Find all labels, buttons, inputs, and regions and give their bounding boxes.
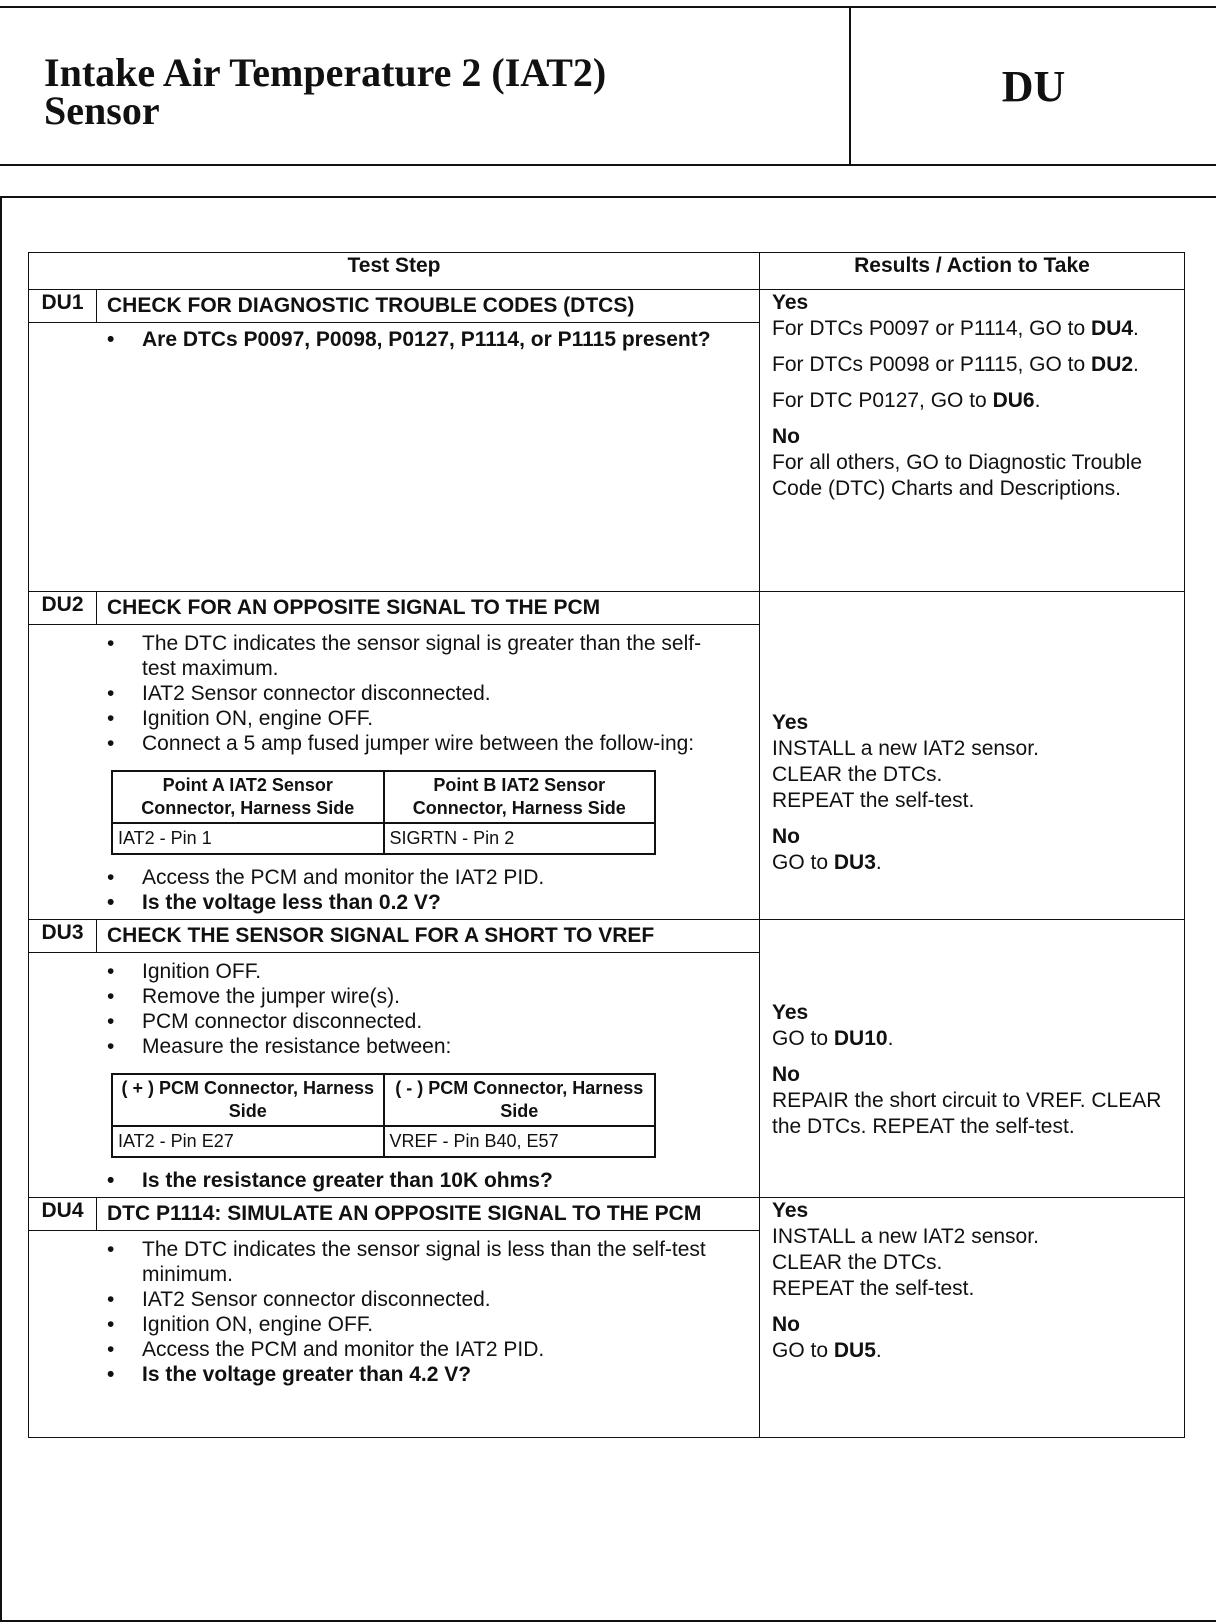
point-a-value: IAT2 - Pin 1	[112, 823, 384, 854]
list-item: • The DTC indicates the sensor signal is greater than the self-test maximum.	[107, 631, 729, 681]
step-title: CHECK FOR AN OPPOSITE SIGNAL TO THE PCM	[97, 592, 760, 625]
step-results: Yes For DTCs P0097 or P1114, GO to DU4. For DTCs P0098 or P1115, GO to DU2. For DTC P0127, GO to DU6. No For all others, GO to Diagnostic Trouble Code (DTC) Charts and Descriptions.	[760, 290, 1185, 592]
step-body	[29, 953, 760, 1198]
point-a-header: Point A IAT2 Sensor Connector, Harness Side	[112, 771, 384, 823]
list-item: • IAT2 Sensor connector disconnected.	[107, 681, 729, 706]
step-title-row	[29, 1198, 1185, 1231]
list-item: • Is the voltage greater than 4.2 V?	[107, 1362, 729, 1387]
step-title-row	[29, 290, 1185, 323]
page-header	[0, 6, 1216, 166]
list-item: • Are DTCs P0097, P0098, P0127, P1114, or P1115 present?	[107, 327, 729, 352]
step-title-row	[29, 920, 1185, 953]
step-body	[29, 323, 760, 592]
negative-connector-value: VREF - Pin B40, E57	[384, 1126, 656, 1157]
step-code: DU1	[29, 290, 97, 323]
list-item: • IAT2 Sensor connector disconnected.	[107, 1287, 729, 1312]
step-results: Yes GO to DU10. No REPAIR the short circuit to VREF. CLEAR the DTCs. REPEAT the self-test.	[760, 920, 1185, 1198]
step-title: CHECK THE SENSOR SIGNAL FOR A SHORT TO VREF	[97, 920, 760, 953]
list-item: • Access the PCM and monitor the IAT2 PID.	[107, 865, 729, 890]
step-title: CHECK FOR DIAGNOSTIC TROUBLE CODES (DTCS)	[97, 290, 760, 323]
step-title: DTC P1114: SIMULATE AN OPPOSITE SIGNAL TO THE PCM	[97, 1198, 760, 1231]
step-code: DU4	[29, 1198, 97, 1231]
resistance-table	[111, 1073, 656, 1158]
positive-connector-header: ( + ) PCM Connector, Harness Side	[112, 1074, 384, 1126]
list-item: • The DTC indicates the sensor signal is less than the self-test minimum.	[107, 1237, 729, 1287]
step-body	[29, 1231, 760, 1438]
page-title: Intake Air Temperature 2 (IAT2) Sensor	[44, 50, 607, 133]
positive-connector-value: IAT2 - Pin E27	[112, 1126, 384, 1157]
step-results: Yes INSTALL a new IAT2 sensor. CLEAR the DTCs. REPEAT the self-test. No GO to DU5.	[760, 1198, 1185, 1438]
list-item: • Ignition OFF.	[107, 959, 729, 984]
results-header: Results / Action to Take	[760, 253, 1185, 290]
section-code: DU	[1001, 61, 1066, 111]
list-item: • Access the PCM and monitor the IAT2 PID.	[107, 1337, 729, 1362]
list-item: • Measure the resistance between:	[107, 1034, 729, 1059]
step-body	[29, 625, 760, 920]
list-item: • Connect a 5 amp fused jumper wire between the follow-ing:	[107, 731, 729, 756]
point-b-value: SIGRTN - Pin 2	[384, 823, 656, 854]
list-item: • PCM connector disconnected.	[107, 1009, 729, 1034]
step-code: DU3	[29, 920, 97, 953]
step-code: DU2	[29, 592, 97, 625]
list-item: • Ignition ON, engine OFF.	[107, 1312, 729, 1337]
test-step-header: Test Step	[29, 253, 760, 290]
list-item: • Remove the jumper wire(s).	[107, 984, 729, 1009]
table-header-row	[29, 253, 1185, 290]
list-item: • Is the resistance greater than 10K ohms?	[107, 1168, 729, 1193]
list-item: • Ignition ON, engine OFF.	[107, 706, 729, 731]
test-steps-table	[28, 252, 1185, 1438]
list-item: • Is the voltage less than 0.2 V?	[107, 890, 729, 915]
step-results: Yes INSTALL a new IAT2 sensor. CLEAR the DTCs. REPEAT the self-test. No GO to DU3.	[760, 592, 1185, 920]
point-b-header: Point B IAT2 Sensor Connector, Harness Side	[384, 771, 656, 823]
negative-connector-header: ( - ) PCM Connector, Harness Side	[384, 1074, 656, 1126]
connection-table	[111, 770, 656, 855]
step-title-row	[29, 592, 1185, 625]
